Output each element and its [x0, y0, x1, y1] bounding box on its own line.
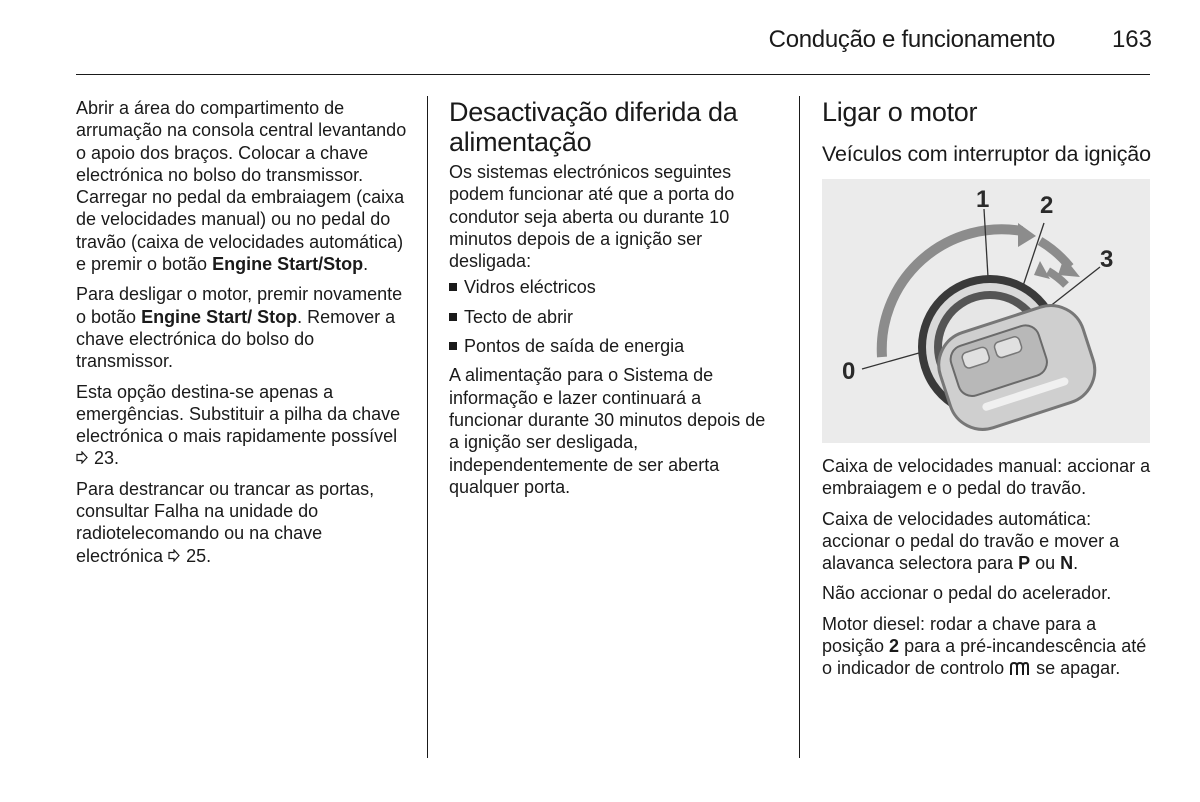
arrow-ref-icon: [76, 447, 89, 469]
bullet-square-icon: [449, 313, 457, 321]
subheading-ignition-switch: Veículos com interruptor da ignição: [822, 142, 1151, 166]
engine-start-stop-label: Engine Start/ Stop: [141, 306, 298, 327]
position-label-3: 3: [1100, 246, 1114, 273]
ignition-switch-figure: [822, 179, 1150, 443]
paragraph-stop-engine: Para desligar o motor, premir novamente o botão Engine Start/ Stop. Remover a chave electrónica do bolso do transmissor.: [76, 284, 403, 372]
column-divider-2: [799, 96, 800, 758]
gear-p-label: P: [1018, 553, 1031, 574]
section-heading-delayed-power-off: Desactivação diferida da alimentação: [449, 97, 738, 157]
paragraph-open-compartment: Abrir a área do compartimento de arrumação na consola central levantando o apoio dos braços. Colocar a chave electrónica no bolso do transmissor. Carregar no pedal da embraiagem (caixa de velocidades manual) ou no pedal do travão (caixa de velocidades automática) e premir o botão Engine Start/Stop.: [76, 98, 407, 275]
page-ref-25[interactable]: 25.: [186, 545, 212, 566]
position-2-label: 2: [889, 636, 900, 657]
position-label-2: 2: [1040, 192, 1054, 219]
paragraph-infotainment: A alimentação para o Sistema de informação e lazer continuará a funcionar durante 30 minutos depois de a ignição ser desligada, independentemente de ser aberta qualquer porta.: [449, 365, 766, 497]
column-2: [449, 97, 779, 506]
header-rule: [76, 74, 1150, 75]
column-3: [822, 97, 1152, 691]
page-number: 163: [1111, 26, 1152, 53]
section-heading-start-engine: Ligar o motor: [822, 97, 978, 127]
arrow-to-2-icon: [1018, 223, 1036, 247]
column-1: [76, 97, 410, 575]
paragraph-accelerator: Não accionar o pedal do acelerador.: [822, 583, 1112, 604]
list-item: Pontos de saída de energia: [449, 335, 779, 357]
paragraph-emergency: Esta opção destina-se apenas a emergências. Substituir a pilha da chave electrónica o mais rapidamente possível 23.: [76, 381, 401, 469]
bullet-square-icon: [449, 342, 457, 350]
position-label-0: 0: [842, 358, 856, 385]
arrow-ref-icon: [168, 545, 181, 567]
paragraph-intro: Os sistemas electrónicos seguintes podem funcionar até que a porta do condutor seja aberta ou durante 10 minutos depois de a ignição ser desligada:: [449, 162, 735, 272]
paragraph-manual-gearbox: Caixa de velocidades manual: accionar a embraiagem e o pedal do travão.: [822, 456, 1151, 499]
position-label-1: 1: [976, 186, 990, 213]
engine-start-stop-label: Engine Start/Stop: [212, 254, 364, 275]
page-ref-23[interactable]: 23.: [94, 448, 120, 469]
bullet-square-icon: [449, 283, 457, 291]
glow-plug-icon: [1009, 660, 1031, 682]
list-item: Vidros eléctricos: [449, 276, 779, 298]
list-item: Tecto de abrir: [449, 306, 779, 328]
paragraph-lock-doors: Para destrancar ou trancar as portas, consultar Falha na unidade do radiotelecomando ou na chave electrónica 25.: [76, 478, 375, 566]
bullet-list: [449, 276, 779, 357]
header-title: Condução e funcionamento: [768, 26, 1055, 53]
column-divider-1: [427, 96, 428, 758]
paragraph-diesel: Motor diesel: rodar a chave para a posição 2 para a pré-incandescência até o indicador de controlo se apagar.: [822, 613, 1152, 683]
paragraph-automatic-gearbox: Caixa de velocidades automática: accionar o pedal do travão e mover a alavanca selectora para P ou N.: [822, 508, 1120, 574]
gear-n-label: N: [1060, 553, 1074, 574]
